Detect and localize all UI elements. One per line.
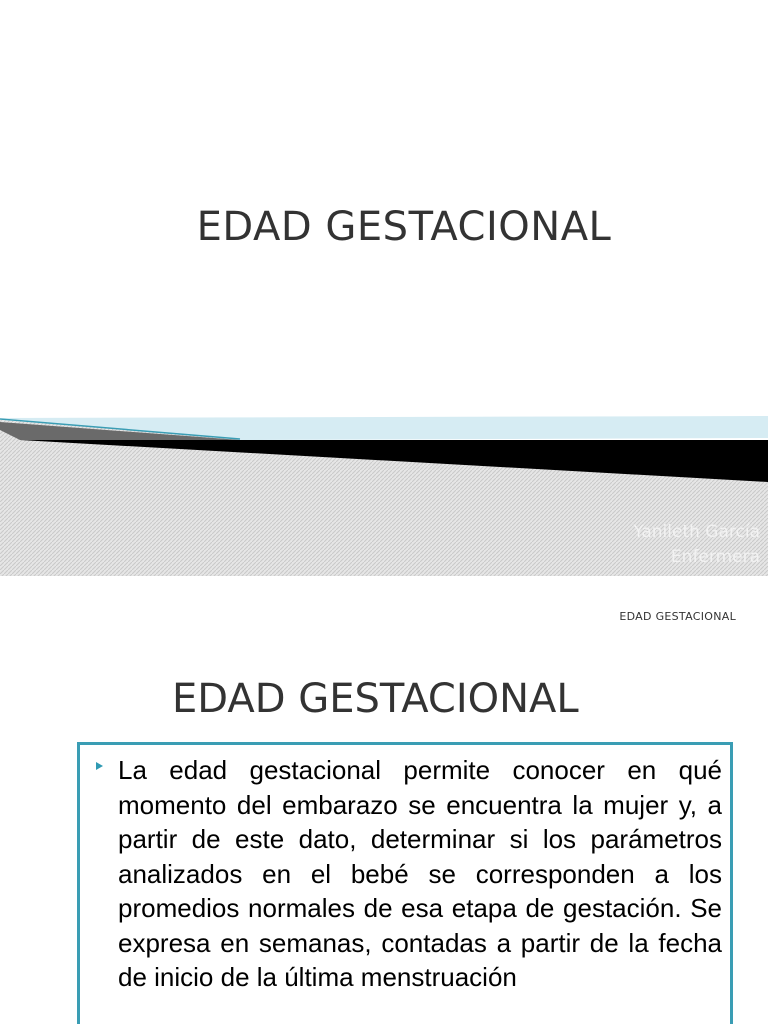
author-role: Enfermera (670, 547, 760, 567)
slide-header: EDAD GESTACIONAL (619, 610, 736, 623)
author-name: Yanileth García (633, 522, 760, 542)
author-block (633, 520, 760, 570)
slide-title: EDAD GESTACIONAL (172, 676, 579, 722)
content-box (77, 742, 733, 1024)
bullet-item (96, 753, 722, 995)
bullet-arrow-icon (96, 762, 103, 770)
bullet-text: La edad gestacional permite conocer en qué momento del embarazo se encuentra la mujer y, a partir de este dato, determinar si los parámetros analizados en el bebé se corresponden a los promedios normales de esa etapa de gestación. Se expresa en semanas, contadas a partir de la fecha de inicio de la última menstruación (118, 755, 722, 992)
slide-title: EDAD GESTACIONAL (196, 204, 612, 250)
content-slide (0, 576, 768, 1024)
